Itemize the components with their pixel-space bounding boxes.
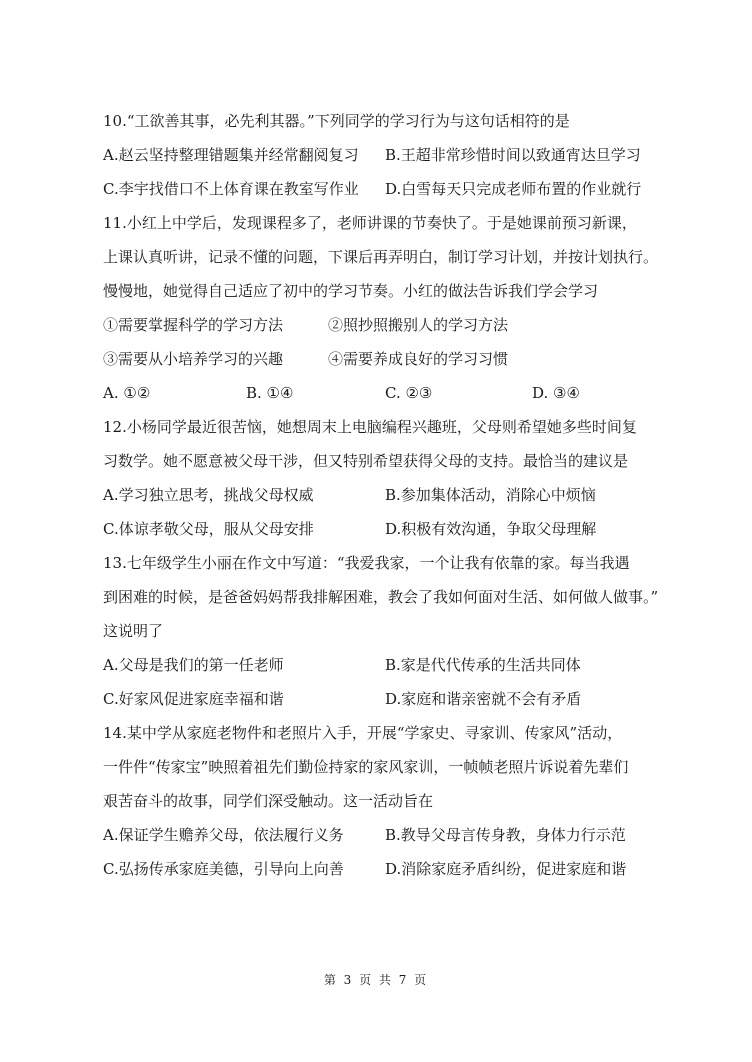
question-list: [103, 104, 663, 886]
option-b: B. ①④: [246, 384, 294, 402]
option-row: [103, 478, 663, 512]
option-a: A. ①②: [103, 384, 151, 402]
question-stem: [103, 410, 663, 478]
stem-line: 到困难的时候，是爸爸妈妈帮我排解困难，教会了我如何面对生活、如何做人做事。”: [103, 588, 659, 606]
item-2: ②照抄照搬别人的学习方法: [328, 316, 509, 334]
option-a: A.父母是我们的第一任老师: [103, 656, 284, 674]
stem-line: 11.小红上中学后，发现课程多了，老师讲课的节奏快了。于是她课前预习新课，: [103, 214, 637, 232]
stem-line: 慢慢地，她觉得自己适应了初中的学习节奏。小红的做法告诉我们学会学习: [103, 282, 599, 300]
option-b: B.教导父母言传身教，身体力行示范: [385, 826, 626, 844]
option-row: [103, 512, 663, 546]
option-row: [103, 648, 663, 682]
stem-line: 10.“工欲善其事，必先利其器。”下列同学的学习行为与这句话相符的是: [103, 112, 570, 130]
item-row: [103, 308, 663, 342]
question-stem: [103, 206, 663, 308]
option-d: D.消除家庭矛盾纠纷，促进家庭和谐: [385, 860, 627, 878]
item-3: ③需要从小培养学习的兴趣: [103, 350, 284, 368]
question-stem: [103, 546, 663, 648]
question-14: [103, 716, 663, 886]
question-10: [103, 104, 663, 206]
question-11: [103, 206, 663, 410]
stem-line: 12.小杨同学最近很苦恼，她想周末上电脑编程兴趣班，父母则希望她多些时间复: [103, 418, 637, 436]
option-a: A.保证学生赡养父母，依法履行义务: [103, 826, 344, 844]
option-row: [103, 138, 663, 172]
option-c: C. ②③: [385, 384, 433, 402]
option-c: C.弘扬传承家庭美德，引导向上向善: [103, 860, 344, 878]
stem-line: 13.七年级学生小丽在作文中写道：“我爱我家，一个让我有依靠的家。每当我遇: [103, 554, 630, 572]
stem-line: 14.某中学从家庭老物件和老照片入手，开展“学家史、寻家训、传家风”活动，: [103, 724, 623, 742]
option-row: [103, 818, 663, 852]
option-b: B.家是代代传承的生活共同体: [385, 656, 581, 674]
stem-line: 上课认真听讲，记录不懂的问题，下课后再弄明白，制订学习计划，并按计划执行。: [103, 248, 659, 266]
item-1: ①需要掌握科学的学习方法: [103, 316, 284, 334]
stem-line: 一件件“传家宝”映照着祖先们勤俭持家的家风家训，一帧帧老照片诉说着先辈们: [103, 758, 629, 776]
option-d: D.白雪每天只完成老师布置的作业就行: [385, 180, 642, 198]
stem-line: 艰苦奋斗的故事，同学们深受触动。这一活动旨在: [103, 792, 434, 810]
option-row: [103, 682, 663, 716]
option-b: B.参加集体活动，消除心中烦恼: [385, 486, 596, 504]
question-stem: [103, 716, 663, 818]
option-row: [103, 376, 663, 410]
option-a: A.赵云坚持整理错题集并经常翻阅复习: [103, 146, 359, 164]
item-row: [103, 342, 663, 376]
option-c: C.李宇找借口不上体育课在教室写作业: [103, 180, 359, 198]
option-d: D. ③④: [532, 384, 580, 402]
item-4: ④需要养成良好的学习习惯: [328, 350, 509, 368]
option-b: B.王超非常珍惜时间以致通宵达旦学习: [385, 146, 641, 164]
option-d: D.家庭和谐亲密就不会有矛盾: [385, 690, 582, 708]
stem-line: 习数学。她不愿意被父母干涉，但又特别希望获得父母的支持。最恰当的建议是: [103, 452, 629, 470]
option-c: C.体谅孝敬父母，服从父母安排: [103, 520, 314, 538]
option-d: D.积极有效沟通，争取父母理解: [385, 520, 597, 538]
stem-line: 这说明了: [103, 622, 164, 640]
option-row: [103, 172, 663, 206]
option-row: [103, 852, 663, 886]
question-12: [103, 410, 663, 546]
question-stem: [103, 104, 663, 138]
option-c: C.好家风促进家庭幸福和谐: [103, 690, 284, 708]
option-a: A.学习独立思考，挑战父母权威: [103, 486, 314, 504]
page-number: 第 3 页 共 7 页: [323, 973, 429, 987]
question-13: [103, 546, 663, 716]
